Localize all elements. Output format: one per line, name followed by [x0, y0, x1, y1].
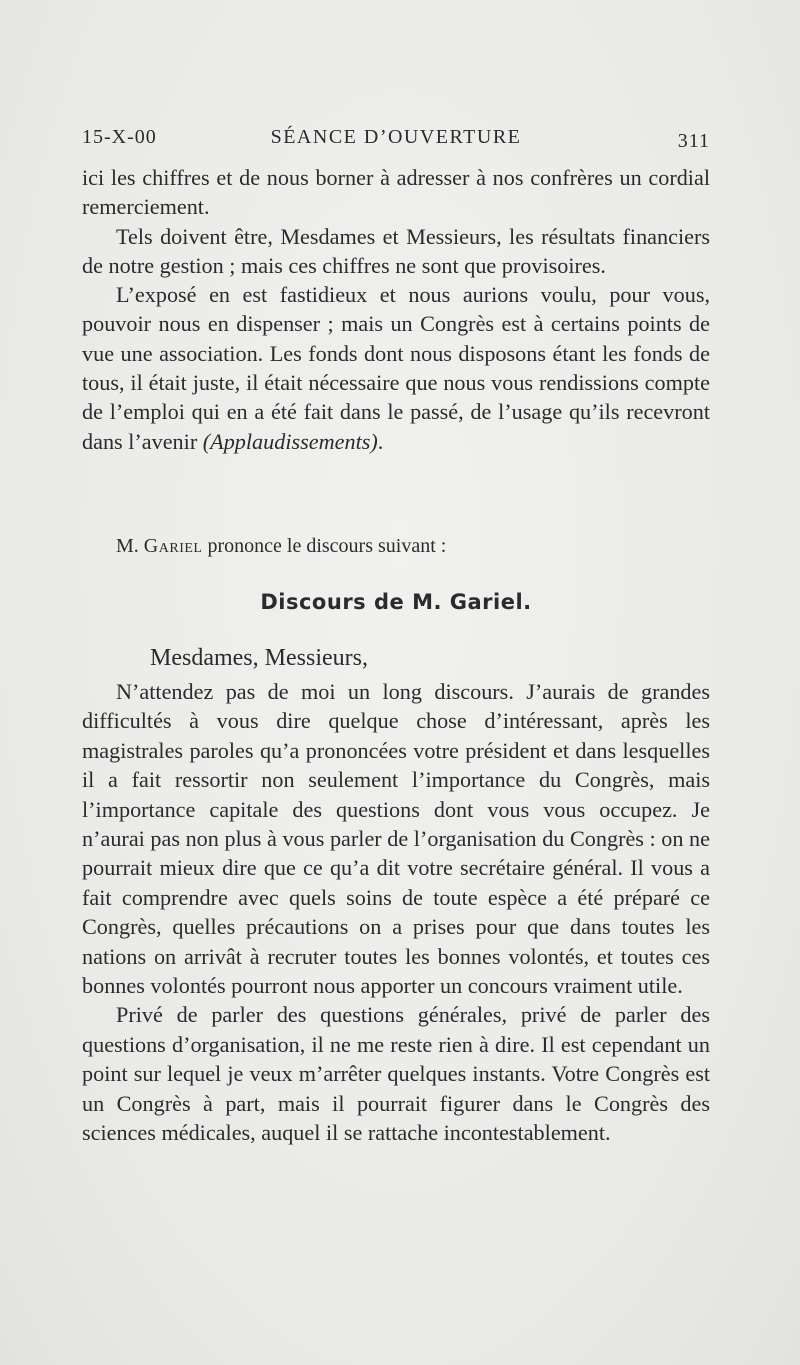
- applause-note: (Applaudissements): [202, 428, 378, 454]
- paragraph-expose-end: .: [377, 428, 384, 454]
- speech-salutation: Mesdames, Messieurs,: [150, 645, 368, 671]
- speaker-announcement: [116, 532, 446, 560]
- paragraph-continuation: ici les chiffres et de nous borner à adresser à nos confrères un cordial remerciement.: [82, 165, 710, 220]
- speech-paragraph-1: N’attendez pas de moi un long discours. J’aurais de grandes difficultés à vous dire quelque chose d’intéressant, après les magistrales paroles qu’a prononcées votre président et dans lesquelles il a fait ressortir non seulement l’importance du Congrès, mais l’importance capitale des questions dont vous vous occupez. Je n’aurai pas non plus à vous parler de l’organisation du Congrès : on ne pourrait mieux dire que ce qu’a dit votre secrétaire général. Il vous a fait comprendre avec quels soins de toute espèce a été préparé ce Congrès, quelles précautions on a prises pour que dans toutes les nations on arrivât à recruter toutes les bonnes volontés, et toutes ces bonnes volontés pourront nous apporter un concours vraiment utile.: [82, 679, 710, 999]
- announcement-rest: prononce le discours suivant :: [202, 535, 447, 557]
- speaker-name: Gariel: [143, 535, 203, 557]
- report-text: [82, 163, 710, 456]
- announcement-prefix: M.: [116, 535, 144, 557]
- speech-paragraph-2: Privé de parler des questions générales, privé de parler des questions d’organisation, il ne me reste rien à dire. Il est cependant un point sur lequel je veux m’arrêter quelques instants. Votre Congrès est un Congrès à part, mais il pourrait figurer dans le Congrès des sciences médicales, auquel il se rattache incontestablement.: [82, 1002, 710, 1146]
- page-number: 311: [677, 130, 710, 152]
- running-title: SÉANCE D’OUVERTURE: [270, 126, 522, 148]
- speech-text: [82, 677, 710, 1148]
- paragraph-expose: [82, 280, 710, 456]
- speech-title: Discours de M. Gariel.: [260, 590, 532, 614]
- session-date: 15-X-00: [82, 126, 157, 148]
- running-header: [82, 126, 710, 156]
- paragraph-financial-results: Tels doivent être, Mesdames et Messieurs, les résultats financiers de notre gestion ; mais ces chiffres ne sont que provisoires.: [82, 223, 710, 278]
- paragraph-expose-text: L’exposé en est fastidieux et nous aurions voulu, pour vous, pouvoir nous en dispenser ; mais un Congrès est à certains points de vue une association. Les fonds dont nous disposons étant les fonds de tous, il était juste, il était nécessaire que nous vous rendissions compte de l’emploi qui en a été fait dans le passé, de l’usage qu’ils recevront dans l’avenir: [82, 282, 710, 454]
